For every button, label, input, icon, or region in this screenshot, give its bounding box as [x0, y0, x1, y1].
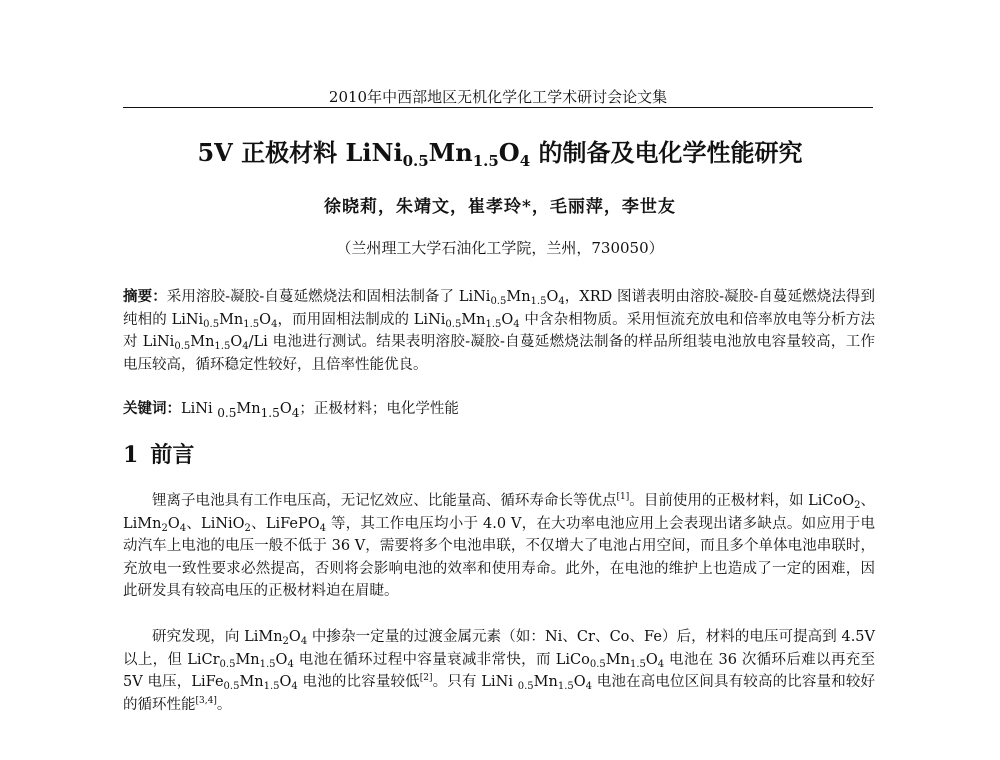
para-sub: 4 — [300, 636, 308, 647]
para-sub: 0.5 — [219, 658, 236, 670]
section-title: 前言 — [150, 442, 195, 468]
paragraph — [123, 490, 875, 603]
citation: [3,4] — [195, 695, 217, 706]
para-text: 中掺杂一定量的过渡金属元素（如：Ni、Cr、Co、Fe）后，材料的电压可提高到 4.5V 以上，但 LiCr — [123, 629, 875, 668]
para-text: 电池在高电位区间具有较高的比容量和较好的循环性能 — [123, 674, 876, 713]
abstract-sub: 0.5 — [203, 318, 220, 330]
abstract-text: ，而用固相法制成的 LiNi — [277, 311, 446, 328]
keywords-sub: 1.5 — [260, 405, 280, 420]
para-text: O — [167, 515, 180, 532]
para-text: O — [279, 674, 292, 691]
para-sub: 2 — [854, 500, 861, 511]
abstract-text: ，XRD 图谱表明由溶胶-凝胶-自蔓延燃烧法得到纯相的 LiNi — [123, 289, 876, 328]
title-sub: 4 — [519, 152, 531, 170]
abstract-sub: 1.5 — [530, 296, 547, 307]
title-prefix: 5V 正极材料 LiNi — [197, 138, 403, 167]
keywords-text: Mn — [236, 401, 261, 417]
para-text: 电池在 36 次循环后难以再充至 5V 电压，LiFe — [123, 651, 875, 691]
para-text: Mn — [239, 674, 264, 691]
para-sub: 2 — [282, 636, 289, 647]
keywords-text: O — [279, 401, 292, 417]
body-paragraph-2 — [123, 626, 875, 716]
header-rule — [123, 107, 873, 108]
authors: 徐晓莉，朱靖文，崔孝玲*，毛丽萍，李世友 — [324, 197, 676, 217]
para-sub: 4 — [657, 658, 665, 670]
citation: [1] — [616, 492, 630, 502]
abstract-label: 摘要： — [123, 288, 167, 305]
abstract-sub: 0.5 — [445, 318, 462, 330]
abstract-text: Mn — [219, 311, 244, 328]
keywords-sub: 0.5 — [217, 405, 237, 420]
abstract-text: Mn — [506, 289, 531, 305]
para-sub: 4 — [287, 658, 294, 670]
abstract-text: 采用溶胶-凝胶-自蔓延燃烧法和固相法制备了 LiNi — [166, 289, 491, 305]
abstract-text: O — [501, 311, 514, 328]
para-text: 。 — [216, 696, 232, 713]
abstract — [123, 286, 875, 376]
para-sub: 4 — [179, 522, 187, 534]
para-sub: 4 — [319, 522, 327, 534]
keywords — [123, 398, 875, 424]
abstract-sub: 0.5 — [174, 341, 191, 352]
title-part: O — [498, 138, 520, 167]
abstract-sub: 4 — [271, 318, 278, 330]
abstract-sub: 1.5 — [243, 318, 260, 330]
para-text: 等，其工作电压均小于 4.0 V，在大功率电池应用上会表现出诸多缺点。如应用于电动汽车上电池的电压一般不低于 36 V，需要将多个电池串联，不仅增大了电池占用空间，而且多个单体电池串联时，充放电一致性要求必然提高，否则将会影响电池的效率和使用寿命。此外，在电池的维护上也造成了一定的困难，因此研发具有较高电压的正极材料迫在眉睫。 — [123, 515, 876, 600]
para-text: 研究发现，向 LiMn — [152, 629, 283, 645]
keywords-sub: 4 — [291, 405, 300, 420]
para-sub: 4 — [585, 681, 593, 693]
para-sub: 1.5 — [263, 681, 280, 693]
para-sub: 1.5 — [557, 681, 574, 693]
section-heading — [123, 441, 194, 469]
abstract-sub: 4 — [558, 296, 565, 307]
keywords-label: 关键词： — [123, 400, 181, 417]
paper-title — [0, 138, 1000, 168]
abstract-sub: 4 — [242, 341, 249, 352]
para-sub: 0.5 — [517, 681, 534, 693]
abstract-text: /Li 电池进行测试。结果表明溶胶-凝胶-自蔓延燃烧法制备的样品所组装电池放电容量较高，工作电压较高，循环稳定性较好，且倍率性能优良。 — [123, 334, 876, 373]
abstract-text: O — [230, 334, 243, 350]
para-sub: 2 — [244, 522, 251, 534]
para-text: O — [645, 651, 658, 668]
para-text: 电池在循环过程中容量衰减非常快，而 LiCo — [293, 651, 590, 668]
para-text: Mn — [235, 651, 260, 668]
para-text: 、LiNiO — [186, 515, 245, 532]
section-number: 1 — [123, 442, 139, 468]
para-text: 。目前使用的正极材料，如 LiCoO — [629, 493, 855, 509]
para-text: 。只有 LiNi — [432, 674, 518, 691]
para-sub: 0.5 — [223, 681, 240, 693]
affiliation: （兰州理工大学石油化工学院，兰州，730050） — [336, 239, 664, 257]
para-text: 、LiMn — [123, 493, 876, 532]
abstract-text: Mn — [461, 311, 486, 328]
para-text: O — [275, 651, 288, 668]
keywords-text: ；正极材料；电化学性能 — [299, 401, 459, 417]
para-sub: 4 — [291, 681, 298, 693]
abstract-text: 中含杂相物质。采用恒流充放电和倍率放电等分析方法对 LiNi — [123, 311, 876, 350]
para-text: Mn — [605, 651, 630, 668]
abstract-sub: 4 — [513, 318, 520, 330]
para-text: Mn — [533, 674, 558, 691]
title-sub: 1.5 — [472, 152, 499, 170]
para-text: 电池的比容量较低 — [297, 674, 420, 691]
para-sub: 1.5 — [259, 658, 276, 670]
para-sub: 2 — [161, 522, 168, 534]
abstract-sub: 1.5 — [485, 318, 502, 330]
para-text: O — [288, 629, 301, 645]
citation: [2] — [419, 673, 433, 684]
abstract-text: O — [546, 289, 559, 305]
title-part: Mn — [428, 138, 473, 167]
para-sub: 1.5 — [629, 658, 646, 670]
abstract-sub: 0.5 — [490, 296, 507, 307]
para-text: 锂离子电池具有工作电压高，无记忆效应、比能量高、循环寿命长等优点 — [152, 493, 617, 509]
para-text: 、LiFePO — [250, 515, 320, 532]
title-suffix: 的制备及电化学性能研究 — [530, 138, 803, 167]
abstract-text: O — [259, 311, 272, 328]
abstract-text: Mn — [190, 334, 215, 350]
keywords-text: LiNi — [181, 401, 218, 417]
abstract-sub: 1.5 — [214, 341, 231, 352]
para-sub: 0.5 — [589, 658, 606, 670]
body-paragraph-1 — [123, 490, 875, 603]
title-sub: 0.5 — [402, 152, 429, 170]
running-head: 2010年中西部地区无机化学化工学术研讨会论文集 — [328, 88, 668, 106]
paragraph — [123, 626, 875, 716]
para-text: O — [573, 674, 586, 691]
